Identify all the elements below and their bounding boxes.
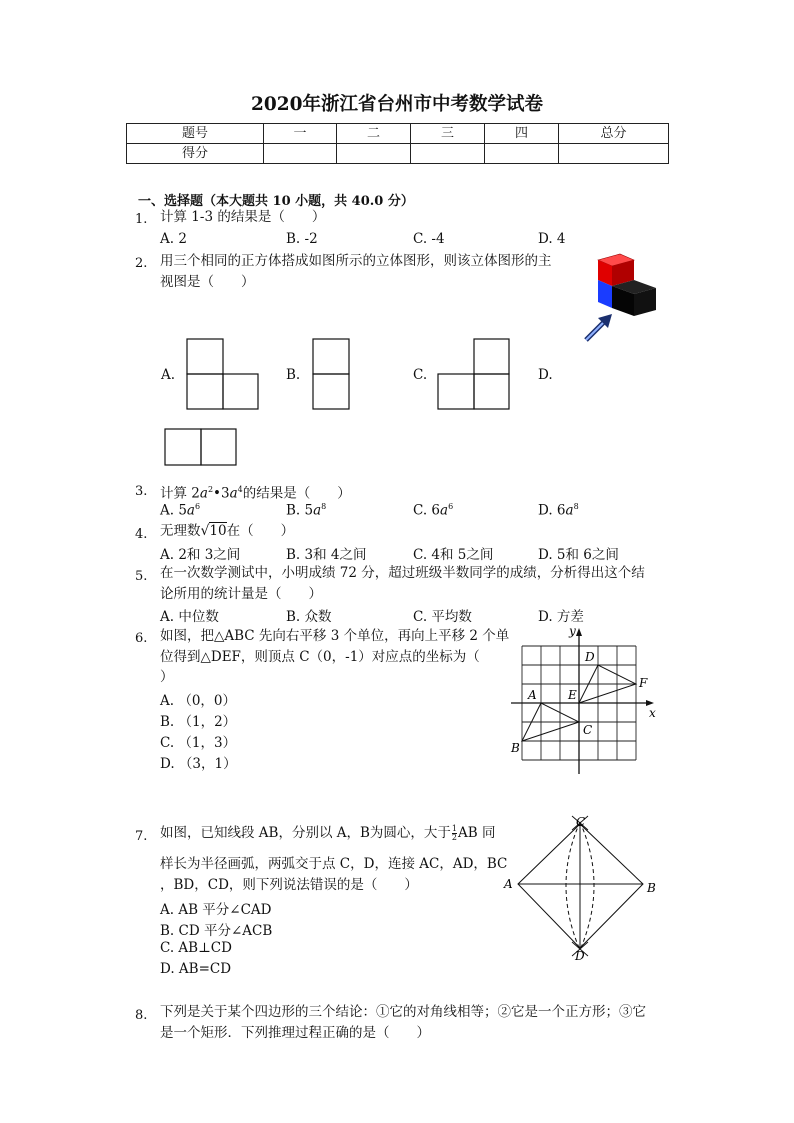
question-number: 2. <box>135 256 148 271</box>
text-part: 的结果是（ ） <box>242 485 351 502</box>
option-d: D. （3，1） <box>160 756 237 772</box>
point-label-a: A <box>528 688 537 702</box>
option-a: A. 2和 3之间 <box>160 547 241 563</box>
point-label-a: A <box>504 877 513 891</box>
cube-figure <box>580 250 664 346</box>
option-c: C. $6a^6$ <box>413 502 454 519</box>
question-number: 6. <box>135 631 148 646</box>
fraction-numerator: 1 <box>451 824 458 833</box>
point-label-c: C <box>583 723 593 737</box>
point-label-c: C <box>576 815 586 829</box>
coordinate-grid-figure <box>505 622 665 780</box>
question-number: 8. <box>135 1008 148 1023</box>
section-heading: 一、选择题（本大题共 10 小题，共 40.0 分） <box>138 194 414 209</box>
exam-title: 2020年浙江省台州市中考数学试卷 <box>251 94 543 115</box>
score-header-cell: 总分 <box>559 124 669 144</box>
point-label-f: F <box>639 676 648 690</box>
option-b: B. CD 平分∠ACB <box>160 923 273 939</box>
question-number: 5. <box>135 569 148 584</box>
score-header-cell: 题号 <box>127 124 264 144</box>
option-a: A. $5a^6$ <box>160 502 201 519</box>
option-b: B. （1，2） <box>160 714 237 730</box>
question-text-line1: 在一次数学测试中，小明成绩 72 分，超过班级半数同学的成绩，分析得出这个结 <box>160 565 645 581</box>
option-a-figure <box>186 338 260 412</box>
option-a: A. 2 <box>160 231 187 247</box>
option-c: C. 4和 5之间 <box>413 547 494 563</box>
question-text-line2: 是一个矩形．下列推理过程正确的是（ ） <box>160 1025 430 1041</box>
option-c: C. -4 <box>413 231 445 247</box>
option-b: B. 众数 <box>286 609 332 625</box>
option-a: A. （0，0） <box>160 693 237 709</box>
text-part: 无理数 <box>160 523 201 539</box>
option-d: D. $6a^8$ <box>538 502 579 519</box>
option-c: C. <box>413 367 428 383</box>
score-row-label: 得分 <box>127 144 264 164</box>
option-d-figure <box>164 428 238 468</box>
point-label-d: D <box>575 949 585 963</box>
option-d: D. 4 <box>538 231 566 247</box>
option-d: D. <box>538 367 553 383</box>
question-text: 无理数√10在（ ） <box>160 523 295 539</box>
score-header-cell: 三 <box>411 124 485 144</box>
y-axis-label: y <box>569 624 576 638</box>
option-a: A. AB 平分∠CAD <box>160 902 272 918</box>
option-b: B. 3和 4之间 <box>286 547 367 563</box>
question-text-line3: ，BD，CD，则下列说法错误的是（ ） <box>160 877 418 893</box>
option-a: A. 中位数 <box>160 609 219 625</box>
question-number: 3. <box>135 484 148 499</box>
score-table <box>126 123 669 164</box>
option-b: B. -2 <box>286 231 318 247</box>
score-header-cell: 四 <box>485 124 559 144</box>
point-label-e: E <box>568 688 577 702</box>
option-c-figure <box>437 338 511 412</box>
option-b: B. $5a^8$ <box>286 502 327 519</box>
option-d: D. 方差 <box>538 609 584 625</box>
option-b: B. <box>286 367 301 383</box>
point-label-d: D <box>585 650 595 664</box>
option-c: C. （1，3） <box>160 735 237 751</box>
question-number: 7. <box>135 829 148 844</box>
option-d: D. 5和 6之间 <box>538 547 619 563</box>
question-text-line1: 如图，把△ABC 先向右平移 3 个单位，再向上平移 2 个单 <box>160 628 510 644</box>
point-label-b: B <box>647 881 656 895</box>
option-d: D. AB=CD <box>160 961 232 977</box>
question-text: 计算 $2a^2•3a^4$的结果是（ ） <box>160 485 351 502</box>
fraction-denominator: 2 <box>451 833 458 842</box>
score-cell[interactable] <box>264 144 337 164</box>
text-part: 在（ ） <box>226 523 295 539</box>
point-label-b: B <box>511 741 520 755</box>
score-cell[interactable] <box>485 144 559 164</box>
text-part: 计算 2 <box>160 485 200 502</box>
question-text-line3: ） <box>160 669 174 685</box>
option-c: C. AB⊥CD <box>160 940 232 956</box>
question-text-line2: 视图是（ ） <box>160 274 255 290</box>
question-text: 计算 1-3 的结果是（ ） <box>160 209 326 225</box>
geometry-figure <box>500 810 665 968</box>
score-row <box>127 144 669 164</box>
option-b-figure <box>312 338 352 412</box>
question-text-line2: 位得到△DEF，则顶点 C（0，-1）对应点的坐标为（ <box>160 649 480 665</box>
question-text-line2: 样长为半径画弧，两弧交于点 C，D，连接 AC，AD，BC <box>160 856 508 872</box>
text-part: •3 <box>213 485 230 502</box>
score-header-row <box>127 124 669 144</box>
score-cell[interactable] <box>559 144 669 164</box>
question-number: 1. <box>135 212 148 227</box>
score-cell[interactable] <box>337 144 411 164</box>
question-text-line2: 论所用的统计量是（ ） <box>160 586 322 602</box>
question-text-line1: 用三个相同的正方体搭成如图所示的立体图形，则该立体图形的主 <box>160 253 552 269</box>
score-header-cell: 一 <box>264 124 337 144</box>
text-part: 如图，已知线段 AB，分别以 A，B为圆心，大于 <box>160 825 451 841</box>
question-text-line1: 下列是关于某个四边形的三个结论：①它的对角线相等；②它是一个正方形；③它 <box>160 1004 646 1020</box>
score-header-cell: 二 <box>337 124 411 144</box>
question-number: 4. <box>135 527 148 542</box>
score-cell[interactable] <box>411 144 485 164</box>
option-c: C. 平均数 <box>413 609 472 625</box>
option-a: A. <box>161 367 176 383</box>
text-part: AB 同 <box>458 825 496 841</box>
radicand: 10 <box>209 523 227 539</box>
question-text-line1 <box>160 823 495 844</box>
x-axis-label: x <box>649 706 656 720</box>
